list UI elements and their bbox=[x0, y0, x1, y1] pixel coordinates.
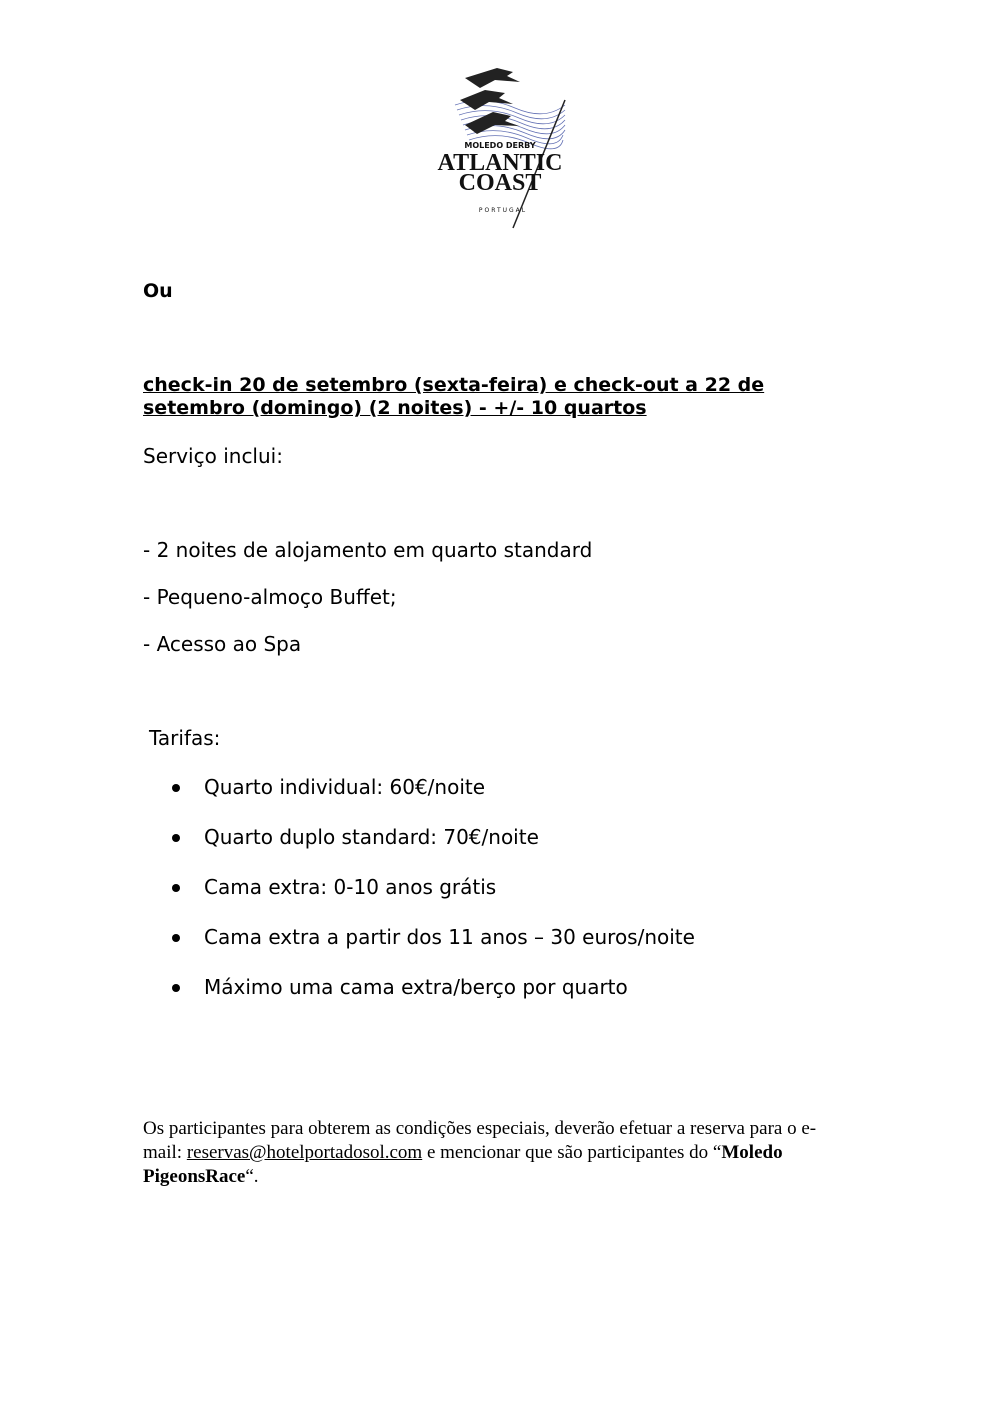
event-name-part-1: Moledo bbox=[721, 1142, 783, 1163]
bullet-icon bbox=[172, 984, 180, 992]
bullet-icon bbox=[172, 884, 180, 892]
bullet-icon bbox=[172, 834, 180, 842]
footer-line-2-middle: e mencionar que são participantes do “ bbox=[422, 1142, 722, 1163]
logo-line1-text: ATLANTIC bbox=[437, 150, 563, 176]
service-item-1: - 2 noites de alojamento em quarto standard bbox=[143, 538, 593, 562]
tarifa-text: Quarto duplo standard: 70€/noite bbox=[204, 825, 539, 849]
tarifa-text: Máximo uma cama extra/berço por quarto bbox=[204, 975, 628, 999]
footer-line-1: Os participantes para obterem as condições especiais, deverão efetuar a reserva para o e- bbox=[143, 1118, 817, 1139]
checkin-line-2: setembro (domingo) (2 noites) - +/- 10 quartos bbox=[143, 397, 647, 419]
tarifas-label: Tarifas: bbox=[149, 726, 221, 750]
event-name-part-2: PigeonsRace bbox=[143, 1166, 246, 1187]
logo-top-text: MOLEDO DERBY bbox=[464, 141, 536, 150]
checkin-line-1: check-in 20 de setembro (sexta-feira) e check-out a 22 de bbox=[143, 374, 765, 396]
tarifa-text: Cama extra: 0-10 anos grátis bbox=[204, 875, 497, 899]
tarifa-text: Quarto individual: 60€/noite bbox=[204, 775, 486, 799]
service-item-3: - Acesso ao Spa bbox=[143, 632, 302, 656]
bullet-icon bbox=[172, 934, 180, 942]
footer-note bbox=[143, 1117, 863, 1189]
tarifa-text: Cama extra a partir dos 11 anos – 30 euros/noite bbox=[204, 925, 695, 949]
footer-line-3-suffix: “. bbox=[245, 1166, 259, 1187]
atlantic-coast-logo bbox=[425, 60, 575, 230]
logo-line2-text: COAST bbox=[458, 170, 542, 196]
bullet-icon bbox=[172, 784, 180, 792]
checkin-heading bbox=[143, 374, 833, 420]
email-link[interactable]: reservas@hotelportadosol.com bbox=[186, 1142, 423, 1163]
heading-ou: Ou bbox=[143, 280, 173, 302]
servico-inclui-label: Serviço inclui: bbox=[143, 444, 283, 468]
footer-mail-prefix: mail: bbox=[143, 1142, 187, 1163]
service-item-2: - Pequeno-almoço Buffet; bbox=[143, 585, 397, 609]
logo-bottom-text: PORTUGAL bbox=[478, 207, 528, 214]
